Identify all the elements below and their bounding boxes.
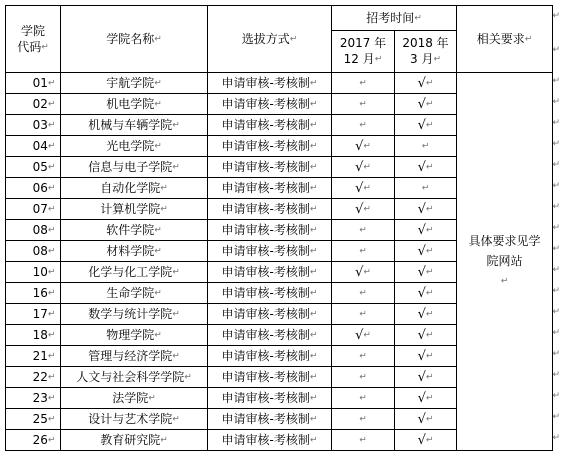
selection-method-cell: 申请审核-考核制↵ <box>208 367 332 388</box>
college-code-cell: 17↵ <box>6 304 61 325</box>
college-name-cell: 机械与车辆学院↵ <box>61 115 208 136</box>
header-method: 选拔方式↵ <box>208 6 332 73</box>
row-end-mark: ↵ <box>552 76 560 86</box>
row-end-mark: ↵ <box>552 265 560 275</box>
selection-method-cell: 申请审核-考核制↵ <box>208 115 332 136</box>
college-code-cell: 03↵ <box>6 115 61 136</box>
selection-method-cell: 申请审核-考核制↵ <box>208 199 332 220</box>
time-2018-cell: √↵ <box>395 346 457 367</box>
time-2018-cell: √↵ <box>395 157 457 178</box>
row-end-mark: ↵ <box>552 349 560 359</box>
admissions-table <box>5 5 553 451</box>
time-2017-cell: ↵ <box>332 304 395 325</box>
college-name-cell: 管理与经济学院↵ <box>61 346 208 367</box>
college-code-cell: 06↵ <box>6 178 61 199</box>
row-end-mark: ↵ <box>552 202 560 212</box>
header-name: 学院名称↵ <box>61 6 208 73</box>
college-code-cell: 05↵ <box>6 157 61 178</box>
time-2017-cell: √↵ <box>332 262 395 283</box>
time-2017-cell: √↵ <box>332 178 395 199</box>
time-2018-cell: √↵ <box>395 304 457 325</box>
header-2018: 2018 年 3 月↵ <box>395 31 457 73</box>
row-end-mark: ↵ <box>552 44 560 55</box>
college-code-cell: 07↵ <box>6 199 61 220</box>
row-end-mark: ↵ <box>552 139 560 149</box>
selection-method-cell: 申请审核-考核制↵ <box>208 157 332 178</box>
college-name-cell: 信息与电子学院↵ <box>61 157 208 178</box>
time-2017-cell: ↵ <box>332 115 395 136</box>
table-row <box>6 73 553 94</box>
selection-method-cell: 申请审核-考核制↵ <box>208 409 332 430</box>
row-end-mark: ↵ <box>552 412 560 422</box>
row-end-mark: ↵ <box>552 11 560 21</box>
time-2018-cell: √↵ <box>395 388 457 409</box>
college-code-cell: 10↵ <box>6 262 61 283</box>
time-2018-cell: √↵ <box>395 409 457 430</box>
college-name-cell: 数学与统计学院↵ <box>61 304 208 325</box>
requirement-cell: 具体要求见学院网站 ↵ <box>457 73 553 451</box>
selection-method-cell: 申请审核-考核制↵ <box>208 346 332 367</box>
time-2017-cell: ↵ <box>332 346 395 367</box>
selection-method-cell: 申请审核-考核制↵ <box>208 283 332 304</box>
selection-method-cell: 申请审核-考核制↵ <box>208 136 332 157</box>
time-2017-cell: √↵ <box>332 199 395 220</box>
header-time: 招考时间↵ <box>332 6 457 31</box>
row-end-mark: ↵ <box>552 433 560 443</box>
selection-method-cell: 申请审核-考核制↵ <box>208 388 332 409</box>
time-2018-cell: √↵ <box>395 73 457 94</box>
header-code: 学院 代码↵ <box>6 6 61 73</box>
selection-method-cell: 申请审核-考核制↵ <box>208 430 332 451</box>
time-2018-cell: √↵ <box>395 94 457 115</box>
time-2017-cell: ↵ <box>332 409 395 430</box>
row-end-mark: ↵ <box>552 244 560 254</box>
time-2018-cell: √↵ <box>395 220 457 241</box>
time-2017-cell: ↵ <box>332 94 395 115</box>
time-2017-cell: ↵ <box>332 220 395 241</box>
row-end-mark: ↵ <box>552 118 560 128</box>
college-code-cell: 02↵ <box>6 94 61 115</box>
time-2017-cell: ↵ <box>332 241 395 262</box>
time-2018-cell: √↵ <box>395 430 457 451</box>
college-code-cell: 16↵ <box>6 283 61 304</box>
college-code-cell: 18↵ <box>6 325 61 346</box>
time-2018-cell: √↵ <box>395 115 457 136</box>
header-requirement: 相关要求↵ <box>457 6 553 73</box>
college-name-cell: 机电学院↵ <box>61 94 208 115</box>
selection-method-cell: 申请审核-考核制↵ <box>208 178 332 199</box>
selection-method-cell: 申请审核-考核制↵ <box>208 73 332 94</box>
college-name-cell: 光电学院↵ <box>61 136 208 157</box>
college-name-cell: 法学院↵ <box>61 388 208 409</box>
college-name-cell: 软件学院↵ <box>61 220 208 241</box>
row-end-mark: ↵ <box>552 223 560 233</box>
selection-method-cell: 申请审核-考核制↵ <box>208 241 332 262</box>
row-end-mark: ↵ <box>552 181 560 191</box>
time-2018-cell: √↵ <box>395 283 457 304</box>
time-2018-cell: ↵ <box>395 178 457 199</box>
time-2018-cell: √↵ <box>395 199 457 220</box>
time-2017-cell: ↵ <box>332 388 395 409</box>
time-2017-cell: √↵ <box>332 157 395 178</box>
college-name-cell: 自动化学院↵ <box>61 178 208 199</box>
college-code-cell: 08↵ <box>6 241 61 262</box>
college-name-cell: 生命学院↵ <box>61 283 208 304</box>
college-name-cell: 计算机学院↵ <box>61 199 208 220</box>
college-code-cell: 01↵ <box>6 73 61 94</box>
college-name-cell: 宇航学院↵ <box>61 73 208 94</box>
selection-method-cell: 申请审核-考核制↵ <box>208 304 332 325</box>
college-name-cell: 化学与化工学院↵ <box>61 262 208 283</box>
header-row-top <box>6 6 553 31</box>
row-end-mark: ↵ <box>552 160 560 170</box>
college-name-cell: 材料学院↵ <box>61 241 208 262</box>
row-end-mark: ↵ <box>552 97 560 107</box>
row-end-mark: ↵ <box>552 328 560 338</box>
time-2018-cell: √↵ <box>395 262 457 283</box>
time-2017-cell: ↵ <box>332 73 395 94</box>
college-code-cell: 21↵ <box>6 346 61 367</box>
selection-method-cell: 申请审核-考核制↵ <box>208 262 332 283</box>
row-end-mark: ↵ <box>552 370 560 380</box>
college-code-cell: 04↵ <box>6 136 61 157</box>
college-name-cell: 教育研究院↵ <box>61 430 208 451</box>
college-name-cell: 物理学院↵ <box>61 325 208 346</box>
selection-method-cell: 申请审核-考核制↵ <box>208 94 332 115</box>
time-2017-cell: ↵ <box>332 367 395 388</box>
time-2018-cell: ↵ <box>395 136 457 157</box>
row-end-mark: ↵ <box>552 307 560 317</box>
time-2017-cell: ↵ <box>332 430 395 451</box>
row-end-mark: ↵ <box>552 391 560 401</box>
college-name-cell: 设计与艺术学院↵ <box>61 409 208 430</box>
time-2018-cell: √↵ <box>395 367 457 388</box>
time-2018-cell: √↵ <box>395 325 457 346</box>
college-code-cell: 25↵ <box>6 409 61 430</box>
time-2017-cell: ↵ <box>332 283 395 304</box>
time-2017-cell: √↵ <box>332 136 395 157</box>
college-name-cell: 人文与社会科学学院↵ <box>61 367 208 388</box>
college-code-cell: 26↵ <box>6 430 61 451</box>
selection-method-cell: 申请审核-考核制↵ <box>208 325 332 346</box>
time-2017-cell: √↵ <box>332 325 395 346</box>
time-2018-cell: √↵ <box>395 241 457 262</box>
college-code-cell: 23↵ <box>6 388 61 409</box>
header-2017: 2017 年 12 月↵ <box>332 31 395 73</box>
row-end-mark: ↵ <box>552 286 560 296</box>
selection-method-cell: 申请审核-考核制↵ <box>208 220 332 241</box>
college-code-cell: 08↵ <box>6 220 61 241</box>
college-code-cell: 22↵ <box>6 367 61 388</box>
